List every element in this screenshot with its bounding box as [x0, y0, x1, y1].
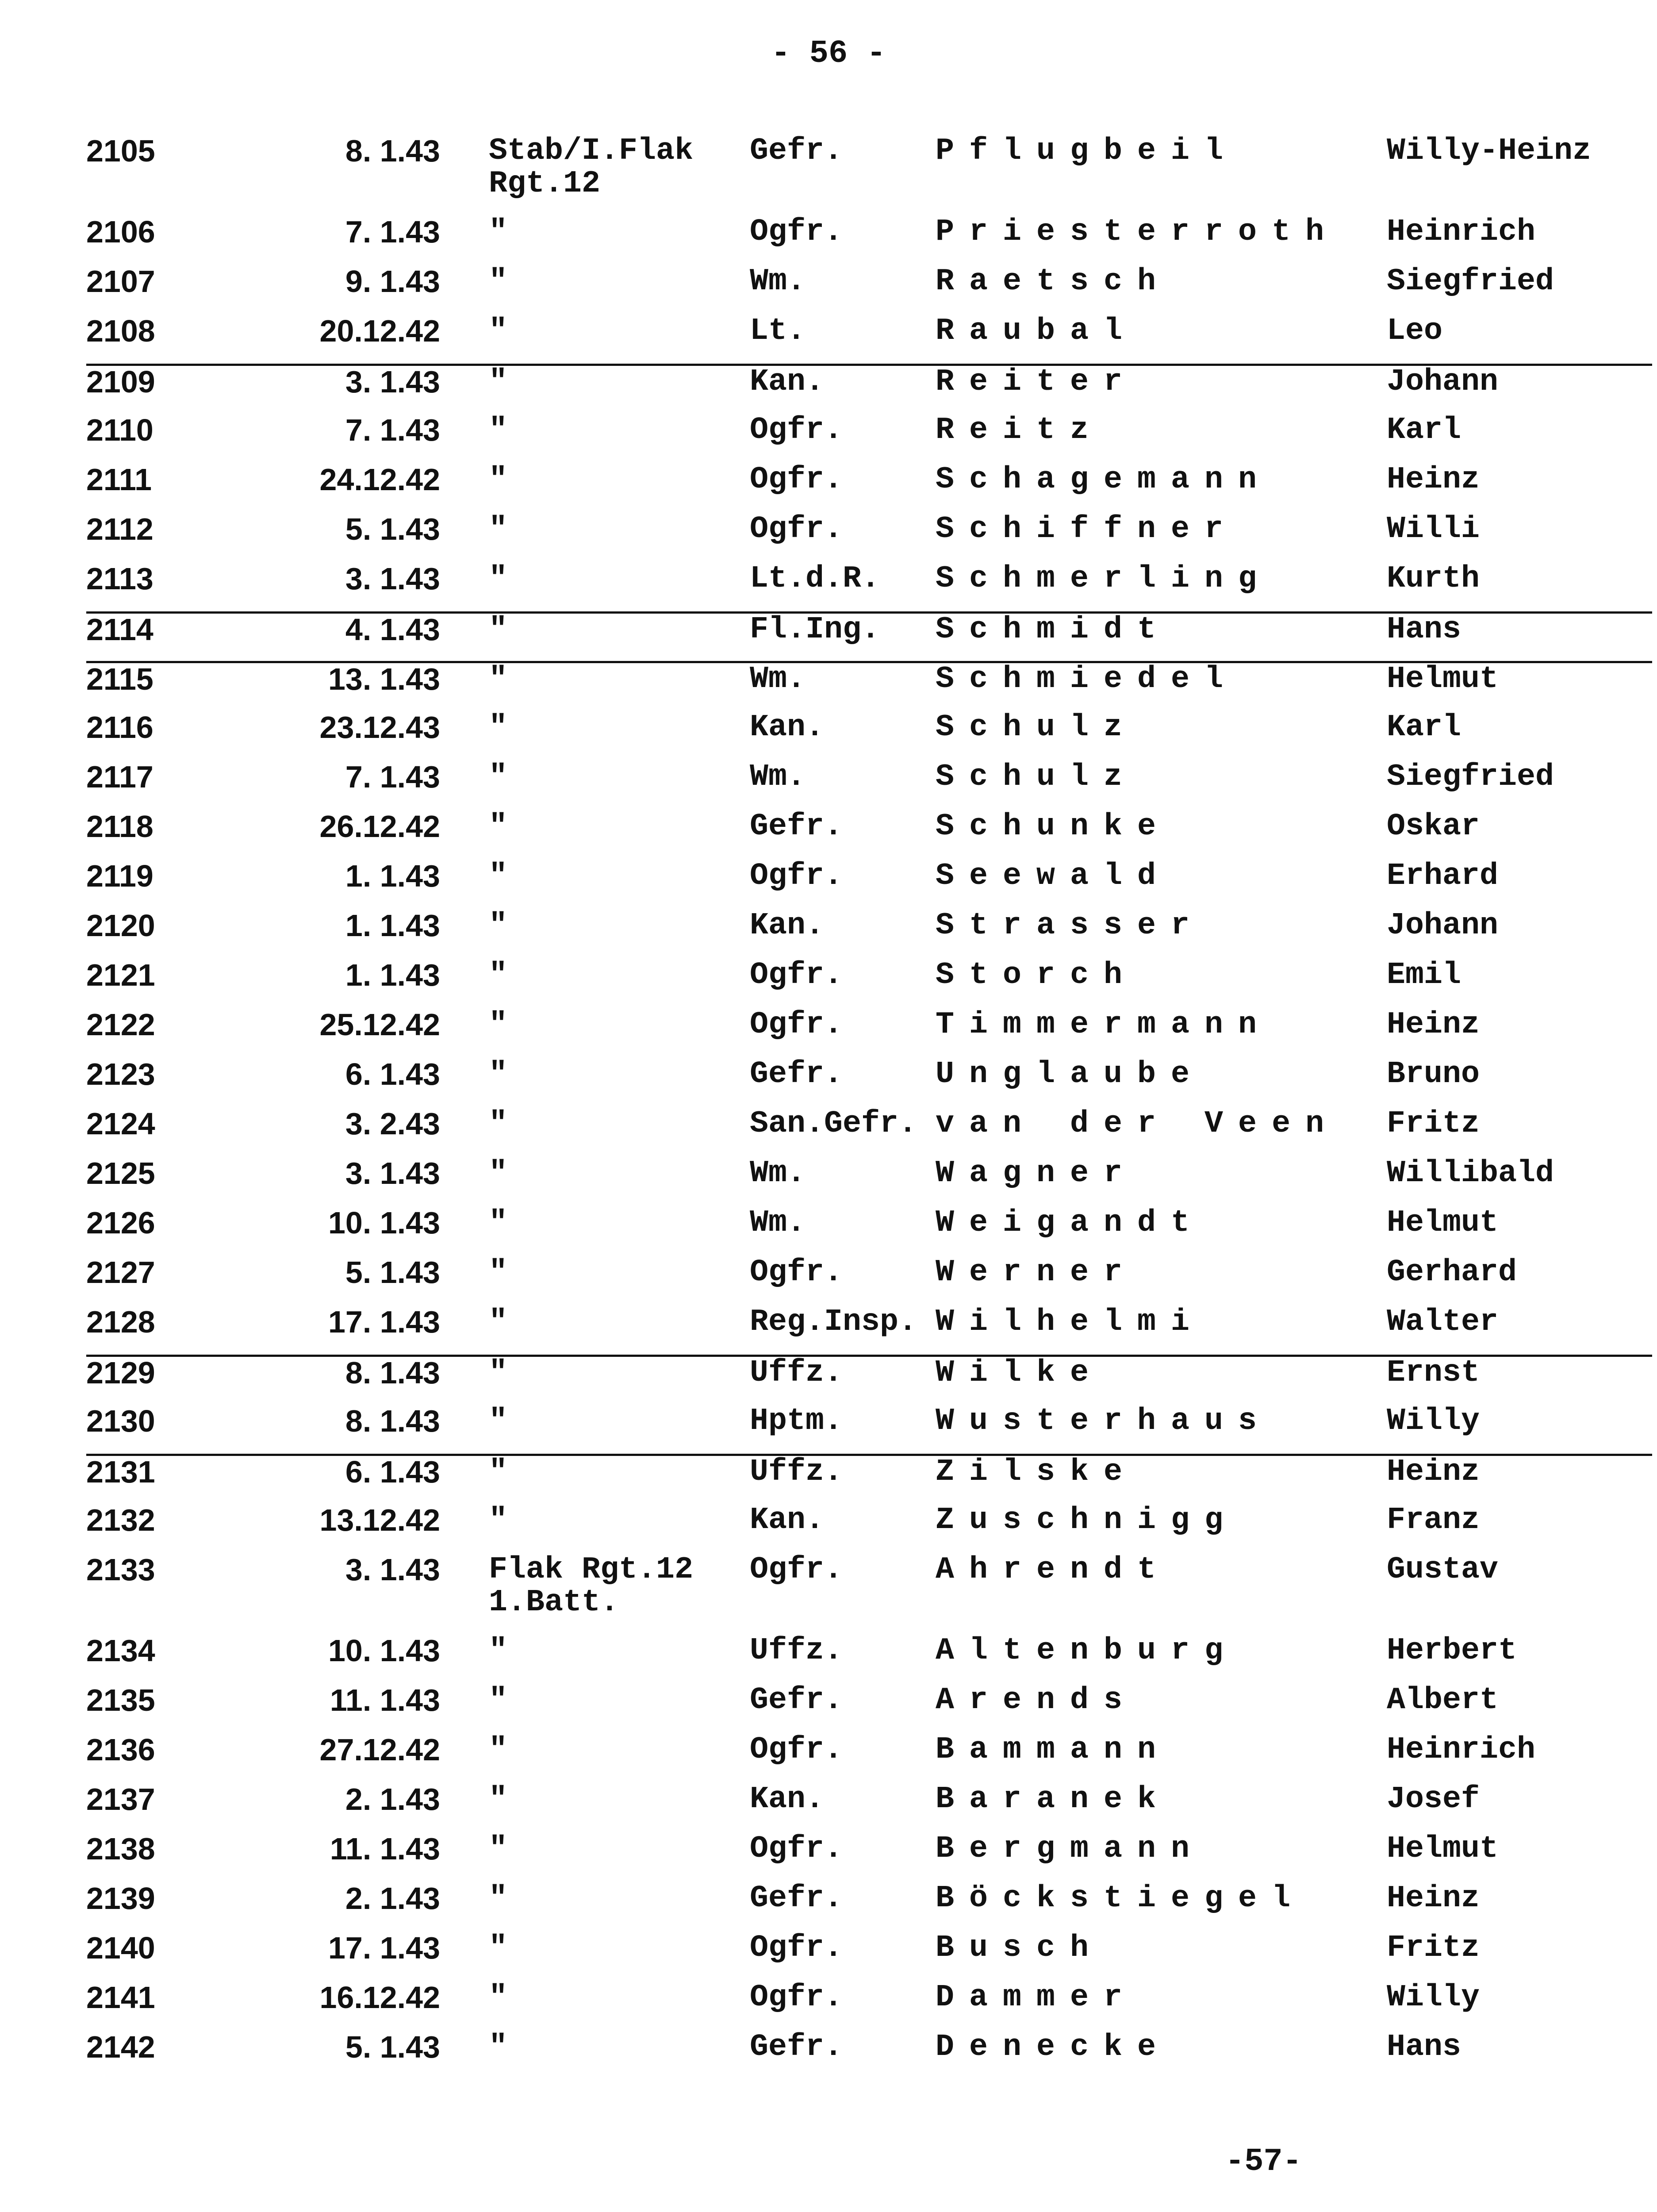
- entry-surname: Reiter: [936, 364, 1138, 399]
- table-row: [86, 959, 1652, 1009]
- entry-unit: ": [489, 364, 508, 399]
- entry-surname: Bammann: [936, 1732, 1171, 1767]
- entry-given-name: Willibald: [1387, 1156, 1554, 1191]
- entry-unit: ": [489, 1633, 508, 1668]
- entry-rank: Ogfr.: [750, 215, 843, 250]
- entry-date: 6. 1.43: [345, 1454, 440, 1489]
- entry-unit: ": [489, 1980, 508, 2015]
- entry-rank: Gefr.: [750, 1057, 843, 1092]
- entry-unit: ": [489, 315, 750, 365]
- entry-rank: Gefr.: [750, 2030, 843, 2065]
- table-row: [86, 1554, 1652, 1635]
- entry-rank: Wm.: [750, 661, 806, 697]
- entry-date: 13.12.42: [319, 1503, 440, 1537]
- table-row: [86, 711, 1652, 761]
- entry-surname: Altenburg: [936, 1633, 1239, 1668]
- entry-given-name: Gerhard: [1387, 1255, 1517, 1290]
- table-row: [86, 563, 1652, 612]
- entry-number: 2111: [86, 462, 152, 497]
- table-row: [86, 1982, 1652, 2031]
- entry-unit: ": [489, 809, 508, 844]
- entry-surname: Ahrendt: [936, 1552, 1171, 1587]
- entry-number: 2114: [86, 612, 237, 662]
- entry-unit: ": [489, 1255, 508, 1290]
- entry-surname: Dammer: [936, 1980, 1138, 2015]
- entry-given-name: Siegfried: [1387, 760, 1554, 795]
- entry-date: 25.12.42: [319, 1007, 440, 1042]
- entry-surname: Zuschnigg: [936, 1503, 1239, 1538]
- entry-given-name: Kurth: [1387, 561, 1480, 596]
- entry-rank: Ogfr.: [750, 1980, 843, 2015]
- entry-surname: Storch: [936, 958, 1138, 993]
- table-row: [86, 810, 1652, 860]
- entry-number: 2115: [86, 661, 153, 696]
- entry-number: 2105: [86, 134, 155, 168]
- table-row: [86, 1455, 1652, 1504]
- table-row: [86, 1058, 1652, 1108]
- entry-given-name: Hans: [1387, 612, 1652, 662]
- entry-number: 2124: [86, 1106, 155, 1141]
- entry-given-name: Josef: [1387, 1782, 1480, 1817]
- entry-unit: ": [489, 561, 508, 596]
- entry-given-name: Oskar: [1387, 809, 1480, 844]
- entry-number: 2106: [86, 215, 155, 249]
- entry-date: 1. 1.43: [345, 859, 440, 893]
- entry-given-name: Albert: [1387, 1683, 1499, 1718]
- entry-given-name: Gustav: [1387, 1552, 1499, 1587]
- entry-date: 13. 1.43: [328, 661, 440, 696]
- entry-given-name: Willy: [1387, 1405, 1652, 1455]
- entry-number: 2121: [86, 958, 155, 992]
- entry-given-name: Karl: [1387, 710, 1461, 745]
- entry-given-name: Helmut: [1387, 1832, 1499, 1866]
- entry-unit: Flak Rgt.12 1.Batt.: [489, 1552, 694, 1620]
- entry-surname: Schmerling: [936, 561, 1272, 596]
- entry-given-name: Willi: [1387, 512, 1480, 547]
- entry-rank: Hptm.: [750, 1405, 936, 1455]
- entry-surname: Wagner: [936, 1156, 1138, 1191]
- entry-rank: Uffz.: [750, 1633, 843, 1668]
- entry-unit: ": [489, 1355, 508, 1390]
- entry-date: 7. 1.43: [345, 215, 440, 249]
- table-row: [86, 1684, 1652, 1734]
- entry-unit: ": [489, 612, 750, 662]
- entry-given-name: Heinrich: [1387, 1732, 1536, 1767]
- entry-rank: Ogfr.: [750, 1255, 843, 1290]
- entry-surname: Werner: [936, 1255, 1138, 1290]
- entry-rank: Gefr.: [750, 1683, 843, 1718]
- entry-number: 2128: [86, 1306, 237, 1356]
- entry-given-name: Helmut: [1387, 661, 1499, 697]
- entry-rank: Wm.: [750, 1156, 806, 1191]
- entry-number: 2117: [86, 760, 153, 794]
- roster-table: [86, 135, 1652, 2081]
- entry-unit: ": [489, 1782, 508, 1817]
- entry-rank: Gefr.: [750, 809, 843, 844]
- entry-unit: ": [489, 1106, 508, 1141]
- entry-unit: ": [489, 1832, 508, 1866]
- entry-unit: ": [489, 958, 508, 993]
- table-row: [86, 860, 1652, 910]
- entry-date: 9. 1.43: [345, 264, 440, 299]
- entry-date: 17. 1.43: [237, 1306, 489, 1356]
- entry-surname: Schmidt: [936, 612, 1387, 662]
- entry-date: 6. 1.43: [345, 1057, 440, 1091]
- entry-given-name: Heinz: [1387, 1007, 1480, 1042]
- entry-surname: Wilhelmi: [936, 1306, 1387, 1356]
- entry-date: 16.12.42: [319, 1980, 440, 2015]
- entry-number: 2136: [86, 1732, 155, 1767]
- entry-number: 2122: [86, 1007, 155, 1042]
- entry-unit: ": [489, 908, 508, 943]
- entry-date: 3. 1.43: [345, 1156, 440, 1190]
- table-row: [86, 1635, 1652, 1684]
- table-row: [86, 265, 1652, 315]
- entry-number: 2112: [86, 512, 153, 546]
- entry-unit: ": [489, 2030, 508, 2065]
- table-row: [86, 464, 1652, 513]
- table-row: [86, 315, 1652, 365]
- entry-given-name: Emil: [1387, 958, 1461, 993]
- entry-surname: Strasser: [936, 908, 1205, 943]
- entry-given-name: Karl: [1387, 413, 1461, 448]
- entry-date: 24.12.42: [319, 462, 440, 497]
- entry-surname: Unglaube: [936, 1057, 1205, 1092]
- table-row: [86, 1256, 1652, 1306]
- entry-given-name: Heinz: [1387, 1454, 1480, 1490]
- entry-date: 8. 1.43: [237, 1405, 489, 1455]
- entry-unit: ": [489, 1306, 750, 1356]
- roster-body: [86, 135, 1652, 2081]
- table-row: [86, 1108, 1652, 1157]
- entry-rank: Kan.: [750, 1782, 825, 1817]
- entry-unit: ": [489, 215, 508, 250]
- entry-date: 26.12.42: [319, 809, 440, 844]
- entry-surname: Wusterhaus: [936, 1405, 1387, 1455]
- table-row: [86, 662, 1652, 711]
- table-row: [86, 761, 1652, 810]
- entry-date: 27.12.42: [319, 1732, 440, 1767]
- entry-given-name: Johann: [1387, 364, 1499, 399]
- entry-rank: Kan.: [750, 908, 825, 943]
- entry-rank: Ogfr.: [750, 413, 843, 448]
- entry-unit: ": [489, 462, 508, 497]
- table-row: [86, 513, 1652, 563]
- entry-surname: Busch: [936, 1931, 1104, 1966]
- entry-date: 20.12.42: [237, 315, 489, 365]
- entry-rank: Wm.: [750, 1206, 806, 1240]
- entry-given-name: Heinz: [1387, 462, 1480, 497]
- entry-date: 2. 1.43: [345, 1782, 440, 1816]
- entry-rank: Wm.: [750, 760, 806, 795]
- entry-number: 2123: [86, 1057, 155, 1091]
- entry-number: 2140: [86, 1931, 155, 1965]
- entry-date: 11. 1.43: [330, 1832, 440, 1866]
- entry-surname: Raetsch: [936, 264, 1171, 299]
- entry-surname: Denecke: [936, 2030, 1171, 2065]
- entry-unit: ": [489, 1156, 508, 1191]
- entry-number: 2120: [86, 908, 155, 943]
- entry-given-name: Fritz: [1387, 1931, 1480, 1966]
- entry-unit: ": [489, 1405, 750, 1455]
- entry-number: 2119: [86, 859, 153, 893]
- entry-date: 1. 1.43: [345, 958, 440, 992]
- entry-date: 3. 1.43: [345, 561, 440, 596]
- entry-number: 2116: [86, 710, 153, 745]
- entry-number: 2107: [86, 264, 155, 299]
- entry-rank: San.Gefr.: [750, 1106, 917, 1141]
- table-row: [86, 414, 1652, 464]
- entry-date: 17. 1.43: [328, 1931, 440, 1965]
- entry-given-name: Franz: [1387, 1503, 1480, 1538]
- entry-number: 2130: [86, 1405, 237, 1455]
- entry-unit: ": [489, 1007, 508, 1042]
- entry-unit: ": [489, 1881, 508, 1916]
- entry-rank: Gefr.: [750, 1881, 843, 1916]
- entry-unit: ": [489, 1732, 508, 1767]
- entry-unit: ": [489, 1503, 508, 1538]
- entry-surname: Arends: [936, 1683, 1138, 1718]
- table-row: [86, 1734, 1652, 1783]
- entry-number: 2139: [86, 1881, 155, 1916]
- page-number: - 56 -: [771, 35, 886, 72]
- entry-unit: ": [489, 710, 508, 745]
- entry-surname: Bergmann: [936, 1832, 1205, 1866]
- entry-given-name: Willy-Heinz: [1387, 134, 1592, 169]
- entry-rank: Wm.: [750, 264, 806, 299]
- entry-number: 2137: [86, 1782, 155, 1816]
- entry-surname: Priesterroth: [936, 215, 1339, 250]
- entry-surname: Raubal: [936, 315, 1387, 365]
- entry-surname: Weigandt: [936, 1206, 1205, 1240]
- entry-number: 2133: [86, 1552, 155, 1587]
- table-row: [86, 1306, 1652, 1356]
- entry-unit: ": [489, 413, 508, 448]
- entry-given-name: Leo: [1387, 315, 1652, 365]
- entry-given-name: Johann: [1387, 908, 1499, 943]
- entry-number: 2108: [86, 315, 237, 365]
- entry-number: 2127: [86, 1255, 155, 1290]
- entry-number: 2132: [86, 1503, 155, 1537]
- entry-surname: Pflugbeil: [936, 134, 1239, 169]
- entry-surname: Böckstiegel: [936, 1881, 1306, 1916]
- entry-rank: Gefr.: [750, 134, 843, 169]
- entry-surname: Schagemann: [936, 462, 1272, 497]
- entry-date: 3. 1.43: [345, 364, 440, 399]
- entry-given-name: Walter: [1387, 1306, 1652, 1356]
- table-row: [86, 1356, 1652, 1405]
- entry-rank: Ogfr.: [750, 512, 843, 547]
- next-page-marker: -57-: [1225, 2143, 1302, 2180]
- entry-given-name: Heinz: [1387, 1881, 1480, 1916]
- table-row: [86, 1009, 1652, 1058]
- entry-date: 7. 1.43: [345, 760, 440, 794]
- entry-rank: Uffz.: [750, 1355, 843, 1390]
- entry-rank: Kan.: [750, 1503, 825, 1538]
- entry-number: 2134: [86, 1633, 155, 1668]
- entry-date: 8. 1.43: [345, 134, 440, 168]
- table-row: [86, 1882, 1652, 1932]
- entry-unit: ": [489, 859, 508, 894]
- entry-rank: Lt.d.R.: [750, 561, 880, 596]
- entry-surname: Schmiedel: [936, 661, 1239, 697]
- entry-date: 23.12.43: [319, 710, 440, 745]
- entry-date: 5. 1.43: [345, 512, 440, 546]
- entry-surname: Schunke: [936, 809, 1171, 844]
- entry-surname: Wilke: [936, 1355, 1104, 1390]
- entry-date: 10. 1.43: [328, 1206, 440, 1240]
- entry-number: 2131: [86, 1454, 155, 1489]
- entry-date: 8. 1.43: [345, 1355, 440, 1390]
- entry-rank: Ogfr.: [750, 1832, 843, 1866]
- entry-rank: Lt.: [750, 315, 936, 365]
- entry-number: 2109: [86, 364, 155, 399]
- entry-date: 5. 1.43: [345, 1255, 440, 1290]
- entry-unit: ": [489, 512, 508, 547]
- entry-unit: Stab/I.Flak Rgt.12: [489, 134, 694, 201]
- entry-given-name: Heinrich: [1387, 215, 1536, 250]
- entry-number: 2142: [86, 2030, 155, 2064]
- entry-given-name: Willy: [1387, 1980, 1480, 2015]
- table-row: [86, 1783, 1652, 1833]
- table-row: [86, 365, 1652, 414]
- entry-surname: Baranek: [936, 1782, 1171, 1817]
- entry-number: 2138: [86, 1832, 155, 1866]
- entry-rank: Ogfr.: [750, 859, 843, 894]
- entry-surname: Schulz: [936, 710, 1138, 745]
- entry-unit: ": [489, 264, 508, 299]
- entry-rank: Reg.Insp.: [750, 1306, 936, 1356]
- table-row: [86, 1157, 1652, 1207]
- entry-unit: ": [489, 661, 508, 697]
- entry-surname: van der Veen: [936, 1106, 1339, 1141]
- table-row: [86, 1207, 1652, 1256]
- entry-given-name: Bruno: [1387, 1057, 1480, 1092]
- entry-date: 2. 1.43: [345, 1881, 440, 1916]
- entry-surname: Seewald: [936, 859, 1171, 894]
- entry-date: 5. 1.43: [345, 2030, 440, 2064]
- entry-number: 2126: [86, 1206, 155, 1240]
- entry-number: 2135: [86, 1683, 155, 1717]
- table-row: [86, 1833, 1652, 1882]
- entry-unit: ": [489, 760, 508, 795]
- entry-unit: ": [489, 1454, 508, 1490]
- entry-surname: Schulz: [936, 760, 1138, 795]
- entry-date: 4. 1.43: [237, 612, 489, 662]
- entry-rank: Kan.: [750, 710, 825, 745]
- entry-date: 10. 1.43: [328, 1633, 440, 1668]
- entry-rank: Ogfr.: [750, 462, 843, 497]
- entry-rank: Ogfr.: [750, 1732, 843, 1767]
- table-row: [86, 216, 1652, 265]
- entry-unit: ": [489, 1931, 508, 1966]
- entry-number: 2113: [86, 561, 153, 596]
- entry-rank: Fl.Ing.: [750, 612, 936, 662]
- entry-given-name: Erhard: [1387, 859, 1499, 894]
- table-row: [86, 910, 1652, 959]
- entry-date: 3. 1.43: [345, 1552, 440, 1587]
- entry-rank: Ogfr.: [750, 1931, 843, 1966]
- entry-number: 2125: [86, 1156, 155, 1190]
- entry-given-name: Hans: [1387, 2030, 1461, 2065]
- entry-number: 2118: [86, 809, 153, 844]
- table-row: [86, 1504, 1652, 1554]
- entry-given-name: Siegfried: [1387, 264, 1554, 299]
- table-row: [86, 612, 1652, 662]
- entry-date: 11. 1.43: [330, 1683, 440, 1717]
- entry-rank: Kan.: [750, 364, 825, 399]
- entry-rank: Ogfr.: [750, 1552, 843, 1587]
- entry-rank: Ogfr.: [750, 1007, 843, 1042]
- table-row: [86, 135, 1652, 216]
- entry-surname: Reitz: [936, 413, 1104, 448]
- entry-given-name: Ernst: [1387, 1355, 1480, 1390]
- entry-number: 2141: [86, 1980, 155, 2015]
- entry-date: 3. 2.43: [345, 1106, 440, 1141]
- table-row: [86, 2031, 1652, 2081]
- entry-unit: ": [489, 1206, 508, 1240]
- entry-given-name: Herbert: [1387, 1633, 1517, 1668]
- entry-given-name: Fritz: [1387, 1106, 1480, 1141]
- entry-date: 7. 1.43: [345, 413, 440, 447]
- entry-surname: Timmermann: [936, 1007, 1272, 1042]
- entry-surname: Zilske: [936, 1454, 1138, 1490]
- entry-number: 2110: [86, 413, 153, 447]
- table-row: [86, 1405, 1652, 1455]
- entry-rank: Uffz.: [750, 1454, 843, 1490]
- entry-unit: ": [489, 1057, 508, 1092]
- entry-unit: ": [489, 1683, 508, 1718]
- entry-rank: Ogfr.: [750, 958, 843, 993]
- entry-date: 1. 1.43: [345, 908, 440, 943]
- table-row: [86, 1932, 1652, 1982]
- entry-given-name: Helmut: [1387, 1206, 1499, 1240]
- entry-surname: Schiffner: [936, 512, 1239, 547]
- entry-number: 2129: [86, 1355, 155, 1390]
